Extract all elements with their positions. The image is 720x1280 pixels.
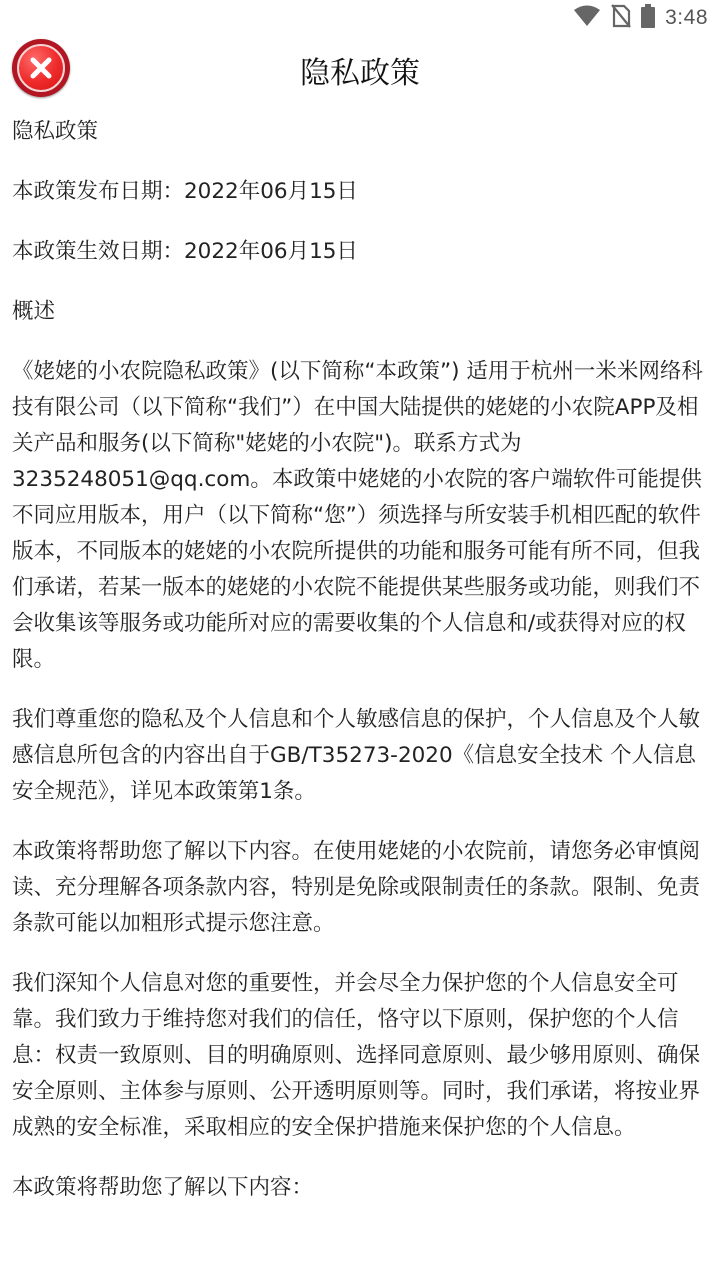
battery-icon [641,4,655,32]
status-bar [0,0,720,36]
policy-paragraph: 我们深知个人信息对您的重要性，并会尽全力保护您的个人信息安全可靠。我们致力于维持您对我们的信任，恪守以下原则，保护您的个人信息：权责一致原则、目的明确原则、选择同意原则、最少够用原则、确保安全原则、主体参与原则、公开透明原则等。同时，我们承诺，将按业界成熟的安全标准，采取相应的安全保护措施来保护您的个人信息。 [12,971,701,1140]
toolbar [0,34,720,100]
policy-heading: 隐私政策 [12,119,99,144]
policy-content[interactable] [12,114,712,1230]
policy-paragraph: 本政策将帮助您了解以下内容： [12,1175,314,1200]
overview-heading: 概述 [12,299,56,324]
wifi-icon [573,5,601,31]
policy-paragraph: 本政策将帮助您了解以下内容。在使用姥姥的小农院前，请您务必审慎阅读、充分理解各项条款内容，特别是免除或限制责任的条款。限制、免责条款可能以加粗形式提示您注意。 [12,839,701,936]
status-time: 3:48 [665,6,708,29]
status-icons [573,4,708,32]
effective-date: 本政策生效日期：2022年06月15日 [12,239,358,264]
policy-paragraph: 《姥姥的小农院隐私政策》(以下简称“本政策”) 适用于杭州一米米网络科技有限公司（以下简称“我们”）在中国大陆提供的姥姥的小农院APP及相关产品和服务(以下简称"姥姥的小农院")。联系方式为3235248051@qq.com。本政策中姥姥的小农院的客户端软件可能提供不同应用版本，用户（以下简称“您”）须选择与所安装手机相匹配的软件版本，不同版本的姥姥的小农院所提供的功能和服务可能有所不同，但我们承诺，若某一版本的姥姥的小农院不能提供某些服务或功能，则我们不会收集该等服务或功能所对应的需要收集的个人信息和/或获得对应的权限。 [12,359,703,672]
page-title: 隐私政策 [300,56,420,91]
publish-date: 本政策发布日期：2022年06月15日 [12,179,358,204]
no-sim-icon [611,4,631,32]
policy-paragraph: 我们尊重您的隐私及个人信息和个人敏感信息的保护，个人信息及个人敏感信息所包含的内容出自于GB/T35273-2020《信息安全技术 个人信息安全规范》，详见本政策第1条。 [12,707,701,804]
